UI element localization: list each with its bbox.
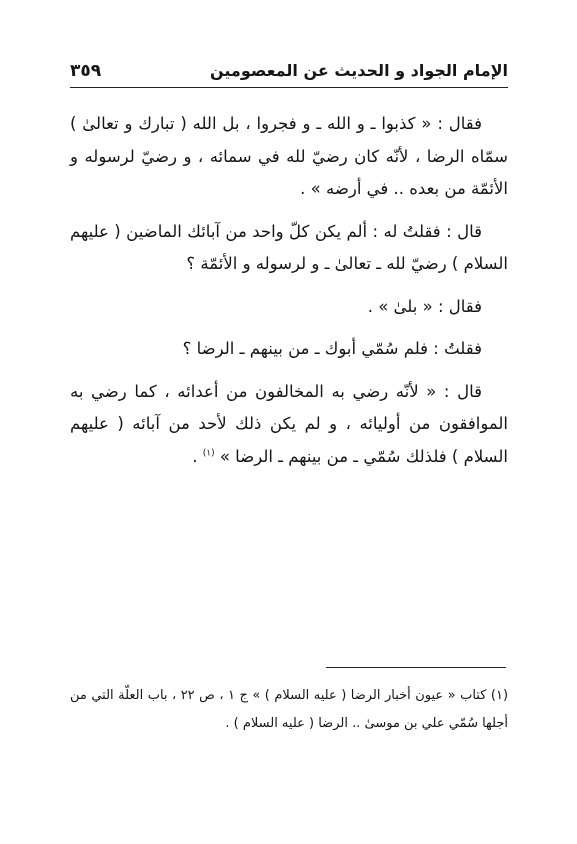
paragraph bbox=[70, 108, 508, 206]
page-header bbox=[70, 58, 508, 86]
page-number: ٣٥٩ bbox=[70, 61, 102, 81]
paragraph-text: فقال : « كذبوا ـ و الله ـ و فجروا ، بل الله ( تبارك و تعالىٰ ) سمّاه الرضا ، لأنّه كان رضيّ لله في سمائه ، و رضيّ لرسوله و الأئمّة من بعده .. في أرضه » . bbox=[70, 114, 508, 198]
footnote-rule bbox=[326, 667, 506, 668]
paragraph-text: فقال : « بلىٰ » . bbox=[367, 296, 482, 316]
paragraph-text: قال : « لأنّه رضي به المخالفون من أعدائه ، كما رضي به الموافقون من أوليائه ، و لم يكن ذلك لأحد من آبائه ( عليهم السلام ) فلذلك سُمّي ـ من بينهم ـ الرضا » bbox=[70, 381, 508, 466]
paragraph bbox=[70, 291, 508, 324]
paragraph-text: فقلتُ : فلم سُمّي أبوك ـ من بينهم ـ الرضا ؟ bbox=[182, 339, 482, 358]
footnote bbox=[70, 682, 508, 737]
footnote-text: (١) كتاب « عيون أخبار الرضا ( عليه السلام ) » ج ١ ، ص ٢٢ ، باب العلّة التي من أجلها سُمّي علي بن موسىٰ .. الرضا ( عليه السلام ) . bbox=[70, 688, 509, 731]
paragraph bbox=[70, 333, 508, 366]
paragraph: قال : « لأنّه رضي به المخالفون من أعدائه ، كما رضي به الموافقون من أوليائه ، و لم يكن ذلك لأحد من آبائه ( عليهم السلام ) فلذلك سُمّي ـ من بينهم ـ الرضا » $^{(١)}$ . bbox=[70, 381, 508, 466]
main-text bbox=[70, 108, 508, 483]
paragraph-text: قال : فقلتُ له : ألم يكن كلّ واحد من آبائك الماضين ( عليهم السلام ) رضيّ لله ـ تعالىٰ ـ و لرسوله و الأئمّة ؟ bbox=[70, 221, 508, 273]
footnote-marker[interactable]: (١) bbox=[202, 448, 215, 458]
running-title: الإمام الجواد و الحديث عن المعصومين bbox=[209, 61, 508, 80]
header-rule bbox=[70, 87, 508, 88]
paragraph bbox=[70, 216, 508, 281]
